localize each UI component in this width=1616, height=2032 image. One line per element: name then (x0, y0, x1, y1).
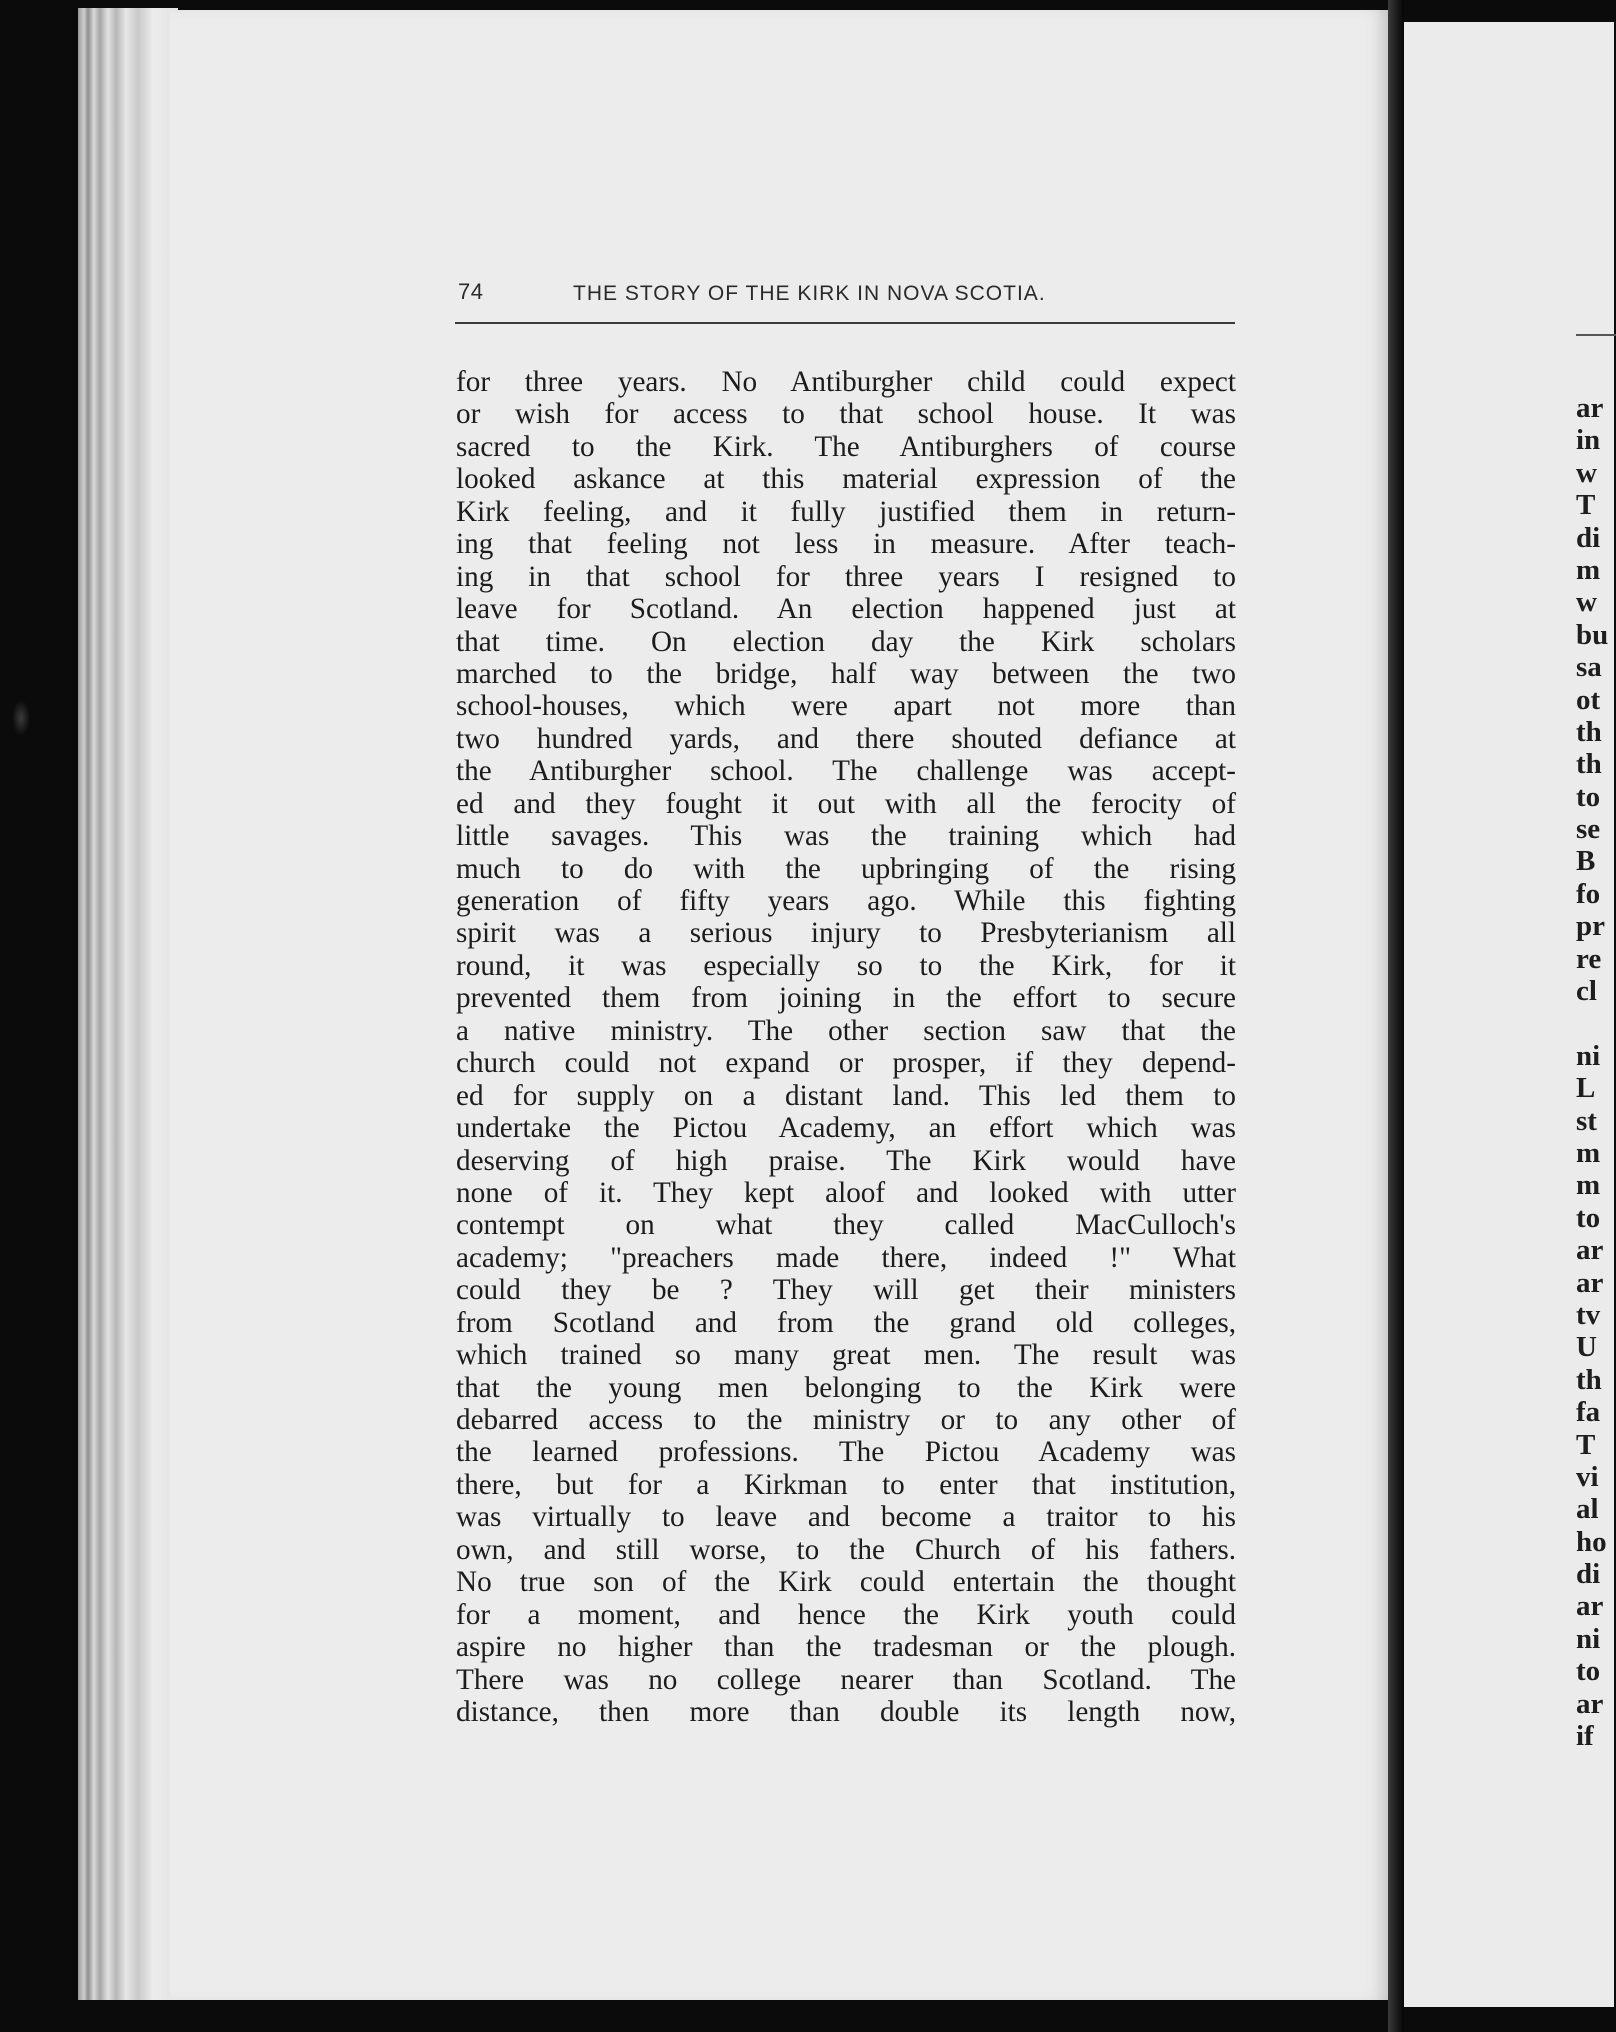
facing-page-fragment: to (1576, 1201, 1601, 1234)
text-line: round, it was especially so to the Kirk, for it (456, 949, 1236, 982)
facing-page-fragment: m (1576, 553, 1601, 586)
facing-page-fragment: to (1576, 780, 1601, 813)
text-line: that time. On election day the Kirk scholars (456, 625, 1236, 658)
facing-page-fragment: in (1576, 424, 1601, 457)
text-line: was virtually to leave and become a traitor to his (456, 1501, 1236, 1534)
text-line: for three years. No Antiburgher child could expect (456, 366, 1236, 398)
facing-page (1404, 22, 1614, 2007)
text-line: school-houses, which were apart not more than (456, 690, 1236, 723)
text-line: aspire no higher than the tradesman or the plough. (456, 1631, 1236, 1664)
text-line: none of it. They kept aloof and looked with utter (456, 1176, 1236, 1209)
text-line: or wish for access to that school house. It was (456, 398, 1236, 431)
facing-page-fragment: vi (1576, 1460, 1599, 1493)
facing-page-fragment: T (1576, 1428, 1596, 1461)
text-line: distance, then more than double its length now, (456, 1695, 1236, 1728)
text-line: the Antiburgher school. The challenge was accept- (456, 755, 1236, 788)
text-line: looked askance at this material expression of the (456, 463, 1236, 496)
facing-page-fragment: fo (1576, 877, 1601, 910)
facing-page-fragment: ni (1576, 1039, 1601, 1072)
margin-stain (12, 700, 30, 736)
facing-page-fragment: fa (1576, 1396, 1601, 1429)
facing-page-fragment: L (1576, 1072, 1596, 1105)
text-line: two hundred yards, and there shouted defiance at (456, 722, 1236, 755)
text-line: leave for Scotland. An election happened just at (456, 593, 1236, 626)
facing-page-fragment: w (1576, 586, 1597, 619)
text-line: prevented them from joining in the effort to secure (456, 982, 1236, 1015)
facing-page-fragments (1576, 392, 1608, 1752)
facing-page-fragment: m (1576, 1169, 1601, 1202)
text-line: much to do with the upbringing of the rising (456, 852, 1236, 885)
facing-page-fragment: pr (1576, 910, 1605, 943)
text-line: deserving of high praise. The Kirk would have (456, 1144, 1236, 1177)
facing-page-rule (1576, 334, 1616, 336)
text-line: ed for supply on a distant land. This led them to (456, 1079, 1236, 1112)
facing-page-fragment: m (1576, 1136, 1601, 1169)
facing-page-fragment: ar (1576, 1266, 1604, 1299)
text-line: little savages. This was the training which had (456, 820, 1236, 853)
facing-page-fragment: se (1576, 813, 1601, 846)
text-line: there, but for a Kirkman to enter that institution, (456, 1468, 1236, 1501)
text-line: debarred access to the ministry or to any other of (456, 1404, 1236, 1436)
text-line: No true son of the Kirk could entertain the thought (456, 1566, 1236, 1599)
facing-page-fragment: st (1576, 1104, 1597, 1137)
text-line: spirit was a serious injury to Presbyterianism all (456, 917, 1236, 950)
facing-page-fragment: bu (1576, 618, 1609, 651)
text-line: marched to the bridge, half way between the two (456, 657, 1236, 690)
text-line: for a moment, and hence the Kirk youth could (456, 1598, 1236, 1631)
stacked-page-edges (78, 8, 178, 2000)
facing-page-fragment: ni (1576, 1622, 1601, 1655)
facing-page-fragment: ar (1576, 1234, 1604, 1267)
text-line: academy; "preachers made there, indeed !" What (456, 1241, 1236, 1274)
body-text (456, 366, 1236, 1728)
facing-page-fragment: tv (1576, 1298, 1601, 1331)
text-line: ing that feeling not less in measure. After teach- (456, 528, 1236, 561)
page-number: 74 (458, 279, 484, 304)
text-line: that the young men belonging to the Kirk were (456, 1371, 1236, 1404)
facing-page-fragment: U (1576, 1331, 1597, 1364)
facing-page-fragment: di (1576, 521, 1601, 554)
facing-page-fragment: T (1576, 489, 1596, 522)
facing-page-fragment: cl (1576, 975, 1597, 1008)
facing-page-fragment: ot (1576, 683, 1601, 716)
facing-page-fragment: th (1576, 1363, 1602, 1396)
facing-page-fragment: to (1576, 1655, 1601, 1688)
running-title: THE STORY OF THE KIRK IN NOVA SCOTIA. (573, 282, 1046, 305)
text-line: Kirk feeling, and it fully justified them in return- (456, 495, 1236, 528)
facing-page-fragment: th (1576, 748, 1602, 781)
text-line: ed and they fought it out with all the ferocity of (456, 787, 1236, 820)
facing-page-fragment: sa (1576, 651, 1602, 684)
facing-page-fragment: B (1576, 845, 1596, 878)
facing-page-fragment: ho (1576, 1525, 1607, 1558)
text-line: a native ministry. The other section saw that the (456, 1014, 1236, 1047)
facing-page-fragment: di (1576, 1558, 1601, 1591)
text-line: church could not expand or prosper, if they depend- (456, 1047, 1236, 1080)
text-line: sacred to the Kirk. The Antiburghers of course (456, 430, 1236, 463)
text-line: own, and still worse, to the Church of his fathers. (456, 1533, 1236, 1566)
facing-page-fragment (1576, 1007, 1608, 1039)
facing-page-fragment: ar (1576, 392, 1604, 424)
facing-page-fragment: al (1576, 1493, 1599, 1526)
facing-page-fragment: if (1576, 1720, 1594, 1753)
text-line: could they be ? They will get their ministers (456, 1274, 1236, 1307)
text-line: from Scotland and from the grand old colleges, (456, 1306, 1236, 1339)
text-line: undertake the Pictou Academy, an effort which was (456, 1112, 1236, 1145)
facing-page-fragment: ar (1576, 1687, 1604, 1720)
text-line: which trained so many great men. The result was (456, 1339, 1236, 1372)
book-gutter (1388, 0, 1404, 2032)
header-rule (455, 322, 1235, 324)
facing-page-fragment: th (1576, 715, 1602, 748)
facing-page-fragment: ar (1576, 1590, 1604, 1623)
text-line: generation of fifty years ago. While this fighting (456, 885, 1236, 917)
text-line: contempt on what they called MacCulloch's (456, 1209, 1236, 1242)
facing-page-fragment: w (1576, 456, 1597, 489)
running-head (458, 279, 1238, 319)
text-line: the learned professions. The Pictou Academy was (456, 1436, 1236, 1469)
facing-page-fragment: re (1576, 942, 1602, 975)
text-line: There was no college nearer than Scotland. The (456, 1663, 1236, 1696)
text-line: ing in that school for three years I resigned to (456, 560, 1236, 593)
